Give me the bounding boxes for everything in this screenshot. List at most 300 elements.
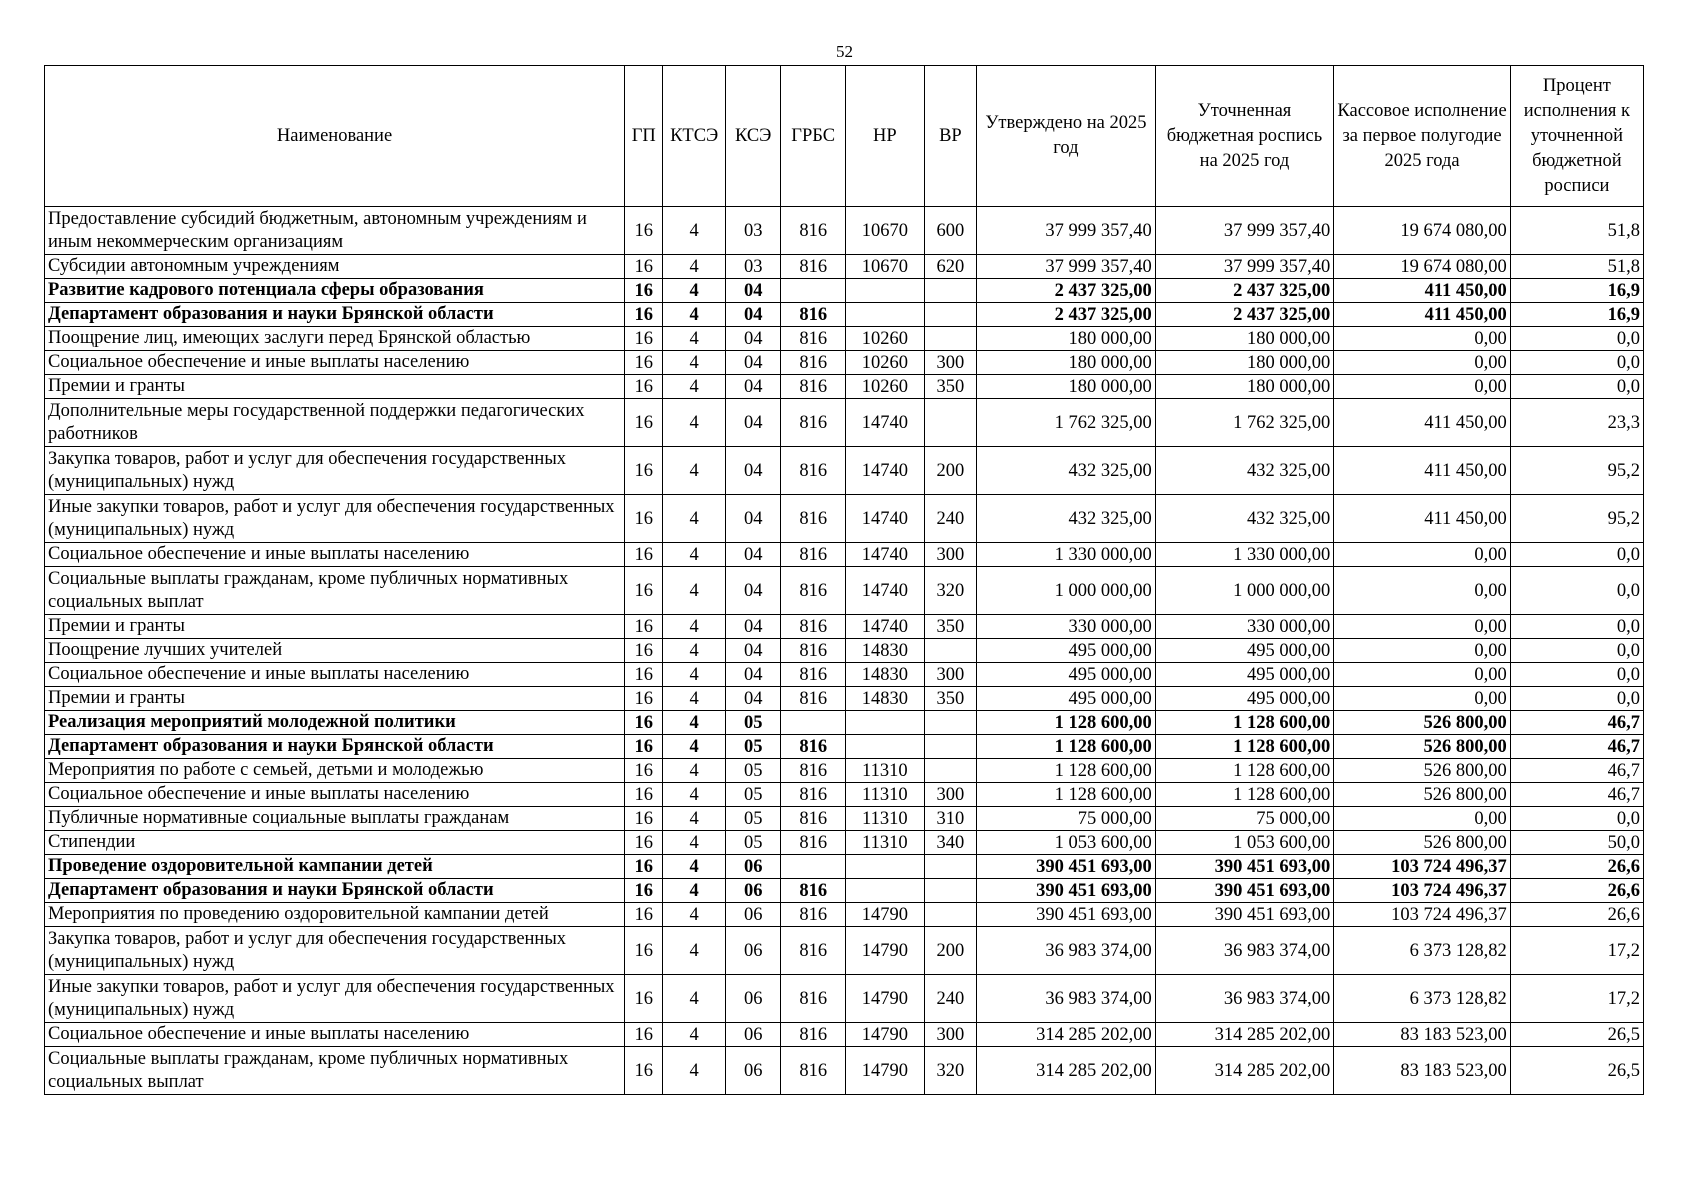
- cell-ktse: 4: [663, 711, 726, 735]
- cell-vr: 300: [924, 351, 976, 375]
- cell-refined: 1 762 325,00: [1155, 399, 1334, 447]
- cell-cash: 0,00: [1334, 663, 1511, 687]
- table-row: [45, 855, 1644, 879]
- cell-grbs: 816: [781, 1047, 846, 1095]
- cell-vr: 320: [924, 567, 976, 615]
- cell-percent: 16,9: [1510, 303, 1643, 327]
- cell-refined: 390 451 693,00: [1155, 855, 1334, 879]
- cell-grbs: 816: [781, 567, 846, 615]
- cell-cash: 411 450,00: [1334, 303, 1511, 327]
- cell-refined: 314 285 202,00: [1155, 1047, 1334, 1095]
- table-row: [45, 375, 1644, 399]
- cell-percent: 26,6: [1510, 903, 1643, 927]
- cell-refined: 1 128 600,00: [1155, 711, 1334, 735]
- cell-gp: 16: [625, 687, 663, 711]
- table-row: [45, 615, 1644, 639]
- cell-percent: 0,0: [1510, 567, 1643, 615]
- cell-approved: 36 983 374,00: [977, 927, 1156, 975]
- cell-approved: 495 000,00: [977, 663, 1156, 687]
- cell-cash: 411 450,00: [1334, 279, 1511, 303]
- cell-cash: 103 724 496,37: [1334, 855, 1511, 879]
- table-row: [45, 735, 1644, 759]
- cell-refined: 2 437 325,00: [1155, 279, 1334, 303]
- cell-grbs: 816: [781, 975, 846, 1023]
- cell-percent: 26,5: [1510, 1023, 1643, 1047]
- cell-percent: 95,2: [1510, 447, 1643, 495]
- cell-approved: 37 999 357,40: [977, 255, 1156, 279]
- cell-refined: 495 000,00: [1155, 663, 1334, 687]
- cell-vr: 240: [924, 495, 976, 543]
- cell-name: Департамент образования и науки Брянской области: [45, 303, 625, 327]
- table-row: [45, 495, 1644, 543]
- cell-grbs: 816: [781, 615, 846, 639]
- cell-cash: 411 450,00: [1334, 495, 1511, 543]
- cell-approved: 1 128 600,00: [977, 759, 1156, 783]
- cell-vr: 300: [924, 663, 976, 687]
- cell-vr: 600: [924, 207, 976, 255]
- cell-cash: 0,00: [1334, 327, 1511, 351]
- cell-cash: 0,00: [1334, 375, 1511, 399]
- cell-percent: 0,0: [1510, 807, 1643, 831]
- cell-percent: 0,0: [1510, 543, 1643, 567]
- cell-kse: 06: [725, 855, 780, 879]
- cell-approved: 1 128 600,00: [977, 783, 1156, 807]
- header-kse: КСЭ: [725, 66, 780, 207]
- table-row: [45, 255, 1644, 279]
- cell-vr: [924, 855, 976, 879]
- cell-name: Поощрение лучших учителей: [45, 639, 625, 663]
- cell-nr: [846, 855, 925, 879]
- cell-name: Иные закупки товаров, работ и услуг для обеспечения государственных (муниципальных) нужд: [45, 495, 625, 543]
- cell-name: Мероприятия по проведению оздоровительной кампании детей: [45, 903, 625, 927]
- cell-gp: 16: [625, 279, 663, 303]
- cell-refined: 2 437 325,00: [1155, 303, 1334, 327]
- cell-refined: 314 285 202,00: [1155, 1023, 1334, 1047]
- cell-grbs: 816: [781, 399, 846, 447]
- cell-nr: 14790: [846, 1047, 925, 1095]
- cell-approved: 180 000,00: [977, 375, 1156, 399]
- cell-percent: 0,0: [1510, 375, 1643, 399]
- cell-refined: 1 128 600,00: [1155, 759, 1334, 783]
- cell-kse: 06: [725, 879, 780, 903]
- cell-grbs: 816: [781, 831, 846, 855]
- cell-nr: 14790: [846, 975, 925, 1023]
- cell-nr: 10260: [846, 327, 925, 351]
- table-row: [45, 639, 1644, 663]
- cell-kse: 05: [725, 807, 780, 831]
- table-row: [45, 399, 1644, 447]
- cell-percent: 95,2: [1510, 495, 1643, 543]
- cell-name: Проведение оздоровительной кампании детей: [45, 855, 625, 879]
- cell-refined: 180 000,00: [1155, 351, 1334, 375]
- table-row: [45, 567, 1644, 615]
- cell-name: Дополнительные меры государственной поддержки педагогических работников: [45, 399, 625, 447]
- cell-ktse: 4: [663, 927, 726, 975]
- cell-ktse: 4: [663, 1047, 726, 1095]
- cell-nr: 10670: [846, 207, 925, 255]
- cell-approved: 495 000,00: [977, 639, 1156, 663]
- cell-nr: [846, 735, 925, 759]
- cell-gp: 16: [625, 567, 663, 615]
- header-gp: ГП: [625, 66, 663, 207]
- cell-nr: [846, 279, 925, 303]
- cell-nr: 14740: [846, 567, 925, 615]
- cell-approved: 1 053 600,00: [977, 831, 1156, 855]
- cell-percent: 46,7: [1510, 783, 1643, 807]
- cell-ktse: 4: [663, 447, 726, 495]
- cell-name: Социальное обеспечение и иные выплаты населению: [45, 663, 625, 687]
- cell-approved: 314 285 202,00: [977, 1047, 1156, 1095]
- cell-nr: 11310: [846, 759, 925, 783]
- cell-refined: 1 128 600,00: [1155, 735, 1334, 759]
- cell-vr: [924, 735, 976, 759]
- cell-approved: 180 000,00: [977, 351, 1156, 375]
- table-row: [45, 783, 1644, 807]
- cell-vr: 310: [924, 807, 976, 831]
- cell-ktse: 4: [663, 279, 726, 303]
- cell-nr: 10260: [846, 375, 925, 399]
- cell-cash: 0,00: [1334, 567, 1511, 615]
- cell-ktse: 4: [663, 879, 726, 903]
- cell-ktse: 4: [663, 543, 726, 567]
- cell-ktse: 4: [663, 639, 726, 663]
- cell-refined: 390 451 693,00: [1155, 903, 1334, 927]
- cell-percent: 50,0: [1510, 831, 1643, 855]
- cell-nr: [846, 711, 925, 735]
- cell-cash: 411 450,00: [1334, 447, 1511, 495]
- cell-name: Социальное обеспечение и иные выплаты населению: [45, 543, 625, 567]
- cell-grbs: 816: [781, 351, 846, 375]
- header-name: Наименование: [45, 66, 625, 207]
- cell-nr: 14740: [846, 399, 925, 447]
- cell-kse: 04: [725, 687, 780, 711]
- cell-nr: 14740: [846, 543, 925, 567]
- table-row: [45, 447, 1644, 495]
- cell-kse: 05: [725, 759, 780, 783]
- cell-gp: 16: [625, 375, 663, 399]
- cell-vr: 300: [924, 783, 976, 807]
- cell-refined: 36 983 374,00: [1155, 975, 1334, 1023]
- table-row: [45, 543, 1644, 567]
- cell-ktse: 4: [663, 855, 726, 879]
- table-row: [45, 687, 1644, 711]
- cell-cash: 103 724 496,37: [1334, 879, 1511, 903]
- cell-approved: 390 451 693,00: [977, 879, 1156, 903]
- cell-grbs: 816: [781, 663, 846, 687]
- cell-kse: 04: [725, 567, 780, 615]
- cell-name: Закупка товаров, работ и услуг для обеспечения государственных (муниципальных) нужд: [45, 447, 625, 495]
- cell-vr: 200: [924, 447, 976, 495]
- cell-percent: 17,2: [1510, 927, 1643, 975]
- header-nr: НР: [846, 66, 925, 207]
- cell-nr: 14740: [846, 615, 925, 639]
- cell-approved: 180 000,00: [977, 327, 1156, 351]
- cell-grbs: 816: [781, 375, 846, 399]
- cell-name: Предоставление субсидий бюджетным, автономным учреждениям и иным некоммерческим организациям: [45, 207, 625, 255]
- cell-cash: 0,00: [1334, 639, 1511, 663]
- cell-refined: 495 000,00: [1155, 687, 1334, 711]
- cell-kse: 04: [725, 639, 780, 663]
- cell-grbs: 816: [781, 759, 846, 783]
- cell-nr: 11310: [846, 831, 925, 855]
- cell-gp: 16: [625, 327, 663, 351]
- cell-refined: 1 330 000,00: [1155, 543, 1334, 567]
- cell-refined: 75 000,00: [1155, 807, 1334, 831]
- cell-kse: 05: [725, 783, 780, 807]
- cell-grbs: [781, 711, 846, 735]
- cell-nr: 14790: [846, 927, 925, 975]
- table-row: [45, 303, 1644, 327]
- cell-percent: 26,5: [1510, 1047, 1643, 1095]
- header-vr: ВР: [924, 66, 976, 207]
- cell-cash: 83 183 523,00: [1334, 1023, 1511, 1047]
- cell-kse: 06: [725, 1023, 780, 1047]
- cell-refined: 495 000,00: [1155, 639, 1334, 663]
- cell-nr: 11310: [846, 783, 925, 807]
- cell-refined: 180 000,00: [1155, 375, 1334, 399]
- cell-nr: 10670: [846, 255, 925, 279]
- cell-grbs: 816: [781, 543, 846, 567]
- cell-ktse: 4: [663, 495, 726, 543]
- cell-cash: 0,00: [1334, 807, 1511, 831]
- cell-ktse: 4: [663, 807, 726, 831]
- table-row: [45, 903, 1644, 927]
- cell-refined: 390 451 693,00: [1155, 879, 1334, 903]
- cell-grbs: 816: [781, 207, 846, 255]
- cell-percent: 46,7: [1510, 735, 1643, 759]
- cell-kse: 04: [725, 447, 780, 495]
- cell-gp: 16: [625, 855, 663, 879]
- table-header-row: [45, 66, 1644, 207]
- cell-approved: 1 330 000,00: [977, 543, 1156, 567]
- cell-kse: 03: [725, 207, 780, 255]
- cell-refined: 432 325,00: [1155, 447, 1334, 495]
- table-row: [45, 327, 1644, 351]
- cell-ktse: 4: [663, 1023, 726, 1047]
- cell-cash: 526 800,00: [1334, 711, 1511, 735]
- table-row: [45, 879, 1644, 903]
- cell-name: Премии и гранты: [45, 375, 625, 399]
- cell-ktse: 4: [663, 831, 726, 855]
- cell-percent: 0,0: [1510, 687, 1643, 711]
- cell-grbs: 816: [781, 735, 846, 759]
- cell-gp: 16: [625, 207, 663, 255]
- cell-cash: 83 183 523,00: [1334, 1047, 1511, 1095]
- cell-nr: 14830: [846, 687, 925, 711]
- cell-nr: 10260: [846, 351, 925, 375]
- cell-kse: 04: [725, 399, 780, 447]
- cell-gp: 16: [625, 903, 663, 927]
- cell-kse: 03: [725, 255, 780, 279]
- cell-nr: 14740: [846, 447, 925, 495]
- cell-ktse: 4: [663, 255, 726, 279]
- cell-grbs: 816: [781, 927, 846, 975]
- cell-name: Публичные нормативные социальные выплаты гражданам: [45, 807, 625, 831]
- cell-vr: 620: [924, 255, 976, 279]
- cell-kse: 05: [725, 735, 780, 759]
- cell-ktse: 4: [663, 903, 726, 927]
- cell-percent: 0,0: [1510, 327, 1643, 351]
- cell-ktse: 4: [663, 975, 726, 1023]
- cell-percent: 51,8: [1510, 255, 1643, 279]
- cell-percent: 16,9: [1510, 279, 1643, 303]
- cell-nr: 14830: [846, 663, 925, 687]
- table-row: [45, 351, 1644, 375]
- table-row: [45, 927, 1644, 975]
- cell-nr: [846, 879, 925, 903]
- header-refined: Уточненная бюджетная роспись на 2025 год: [1155, 66, 1334, 207]
- cell-kse: 04: [725, 663, 780, 687]
- cell-name: Социальные выплаты гражданам, кроме публичных нормативных социальных выплат: [45, 567, 625, 615]
- cell-cash: 0,00: [1334, 543, 1511, 567]
- cell-approved: 1 128 600,00: [977, 735, 1156, 759]
- cell-cash: 526 800,00: [1334, 735, 1511, 759]
- table-row: [45, 1023, 1644, 1047]
- cell-gp: 16: [625, 303, 663, 327]
- cell-gp: 16: [625, 711, 663, 735]
- table-row: [45, 711, 1644, 735]
- cell-percent: 26,6: [1510, 855, 1643, 879]
- table-row: [45, 831, 1644, 855]
- cell-kse: 05: [725, 831, 780, 855]
- cell-vr: 350: [924, 615, 976, 639]
- cell-nr: 14790: [846, 1023, 925, 1047]
- cell-vr: 320: [924, 1047, 976, 1095]
- cell-vr: 340: [924, 831, 976, 855]
- cell-approved: 495 000,00: [977, 687, 1156, 711]
- cell-name: Премии и гранты: [45, 615, 625, 639]
- cell-grbs: 816: [781, 327, 846, 351]
- cell-ktse: 4: [663, 615, 726, 639]
- cell-gp: 16: [625, 879, 663, 903]
- cell-ktse: 4: [663, 351, 726, 375]
- table-row: [45, 759, 1644, 783]
- cell-gp: 16: [625, 399, 663, 447]
- cell-percent: 0,0: [1510, 615, 1643, 639]
- cell-percent: 23,3: [1510, 399, 1643, 447]
- table-row: [45, 663, 1644, 687]
- cell-grbs: 816: [781, 687, 846, 711]
- cell-grbs: 816: [781, 879, 846, 903]
- cell-gp: 16: [625, 831, 663, 855]
- cell-name: Социальное обеспечение и иные выплаты населению: [45, 783, 625, 807]
- cell-kse: 04: [725, 615, 780, 639]
- cell-gp: 16: [625, 615, 663, 639]
- cell-vr: 300: [924, 1023, 976, 1047]
- cell-percent: 0,0: [1510, 351, 1643, 375]
- cell-vr: [924, 879, 976, 903]
- cell-kse: 05: [725, 711, 780, 735]
- cell-cash: 526 800,00: [1334, 783, 1511, 807]
- cell-percent: 26,6: [1510, 879, 1643, 903]
- cell-approved: 1 762 325,00: [977, 399, 1156, 447]
- cell-approved: 1 000 000,00: [977, 567, 1156, 615]
- cell-kse: 04: [725, 279, 780, 303]
- cell-vr: 300: [924, 543, 976, 567]
- cell-name: Реализация мероприятий молодежной политики: [45, 711, 625, 735]
- cell-name: Субсидии автономным учреждениям: [45, 255, 625, 279]
- page-number: 52: [836, 42, 853, 61]
- cell-ktse: 4: [663, 207, 726, 255]
- cell-approved: 432 325,00: [977, 495, 1156, 543]
- cell-refined: 180 000,00: [1155, 327, 1334, 351]
- cell-approved: 2 437 325,00: [977, 279, 1156, 303]
- cell-nr: 14830: [846, 639, 925, 663]
- cell-gp: 16: [625, 759, 663, 783]
- cell-gp: 16: [625, 495, 663, 543]
- budget-table: [44, 65, 1644, 1095]
- cell-vr: 240: [924, 975, 976, 1023]
- cell-gp: 16: [625, 1023, 663, 1047]
- cell-refined: 37 999 357,40: [1155, 207, 1334, 255]
- cell-kse: 06: [725, 1047, 780, 1095]
- cell-cash: 526 800,00: [1334, 759, 1511, 783]
- header-grbs: ГРБС: [781, 66, 846, 207]
- cell-ktse: 4: [663, 303, 726, 327]
- cell-kse: 04: [725, 543, 780, 567]
- cell-approved: 330 000,00: [977, 615, 1156, 639]
- cell-refined: 432 325,00: [1155, 495, 1334, 543]
- cell-name: Закупка товаров, работ и услуг для обеспечения государственных (муниципальных) нужд: [45, 927, 625, 975]
- cell-grbs: 816: [781, 447, 846, 495]
- cell-gp: 16: [625, 351, 663, 375]
- cell-kse: 04: [725, 375, 780, 399]
- cell-name: Стипендии: [45, 831, 625, 855]
- cell-name: Премии и гранты: [45, 687, 625, 711]
- cell-kse: 04: [725, 303, 780, 327]
- cell-refined: 1 128 600,00: [1155, 783, 1334, 807]
- table-row: [45, 207, 1644, 255]
- cell-gp: 16: [625, 783, 663, 807]
- cell-name: Поощрение лиц, имеющих заслуги перед Брянской областью: [45, 327, 625, 351]
- cell-kse: 06: [725, 927, 780, 975]
- cell-ktse: 4: [663, 399, 726, 447]
- cell-ktse: 4: [663, 663, 726, 687]
- cell-gp: 16: [625, 927, 663, 975]
- cell-percent: 46,7: [1510, 759, 1643, 783]
- cell-ktse: 4: [663, 783, 726, 807]
- cell-approved: 36 983 374,00: [977, 975, 1156, 1023]
- cell-kse: 04: [725, 327, 780, 351]
- cell-vr: 200: [924, 927, 976, 975]
- cell-ktse: 4: [663, 327, 726, 351]
- cell-refined: 37 999 357,40: [1155, 255, 1334, 279]
- cell-grbs: [781, 279, 846, 303]
- header-cash: Кассовое исполнение за первое полугодие 2025 года: [1334, 66, 1511, 207]
- cell-percent: 0,0: [1510, 639, 1643, 663]
- cell-vr: [924, 903, 976, 927]
- cell-cash: 0,00: [1334, 615, 1511, 639]
- cell-vr: [924, 303, 976, 327]
- cell-grbs: 816: [781, 783, 846, 807]
- cell-gp: 16: [625, 255, 663, 279]
- cell-grbs: 816: [781, 639, 846, 663]
- cell-name: Развитие кадрового потенциала сферы образования: [45, 279, 625, 303]
- cell-name: Социальное обеспечение и иные выплаты населению: [45, 351, 625, 375]
- cell-name: Департамент образования и науки Брянской области: [45, 735, 625, 759]
- cell-ktse: 4: [663, 735, 726, 759]
- cell-gp: 16: [625, 1047, 663, 1095]
- cell-gp: 16: [625, 735, 663, 759]
- cell-gp: 16: [625, 543, 663, 567]
- table-row: [45, 807, 1644, 831]
- header-percent: Процент исполнения к уточненной бюджетной росписи: [1510, 66, 1643, 207]
- cell-name: Иные закупки товаров, работ и услуг для обеспечения государственных (муниципальных) нужд: [45, 975, 625, 1023]
- cell-percent: 46,7: [1510, 711, 1643, 735]
- header-ktse: КТСЭ: [663, 66, 726, 207]
- cell-vr: [924, 711, 976, 735]
- cell-approved: 390 451 693,00: [977, 855, 1156, 879]
